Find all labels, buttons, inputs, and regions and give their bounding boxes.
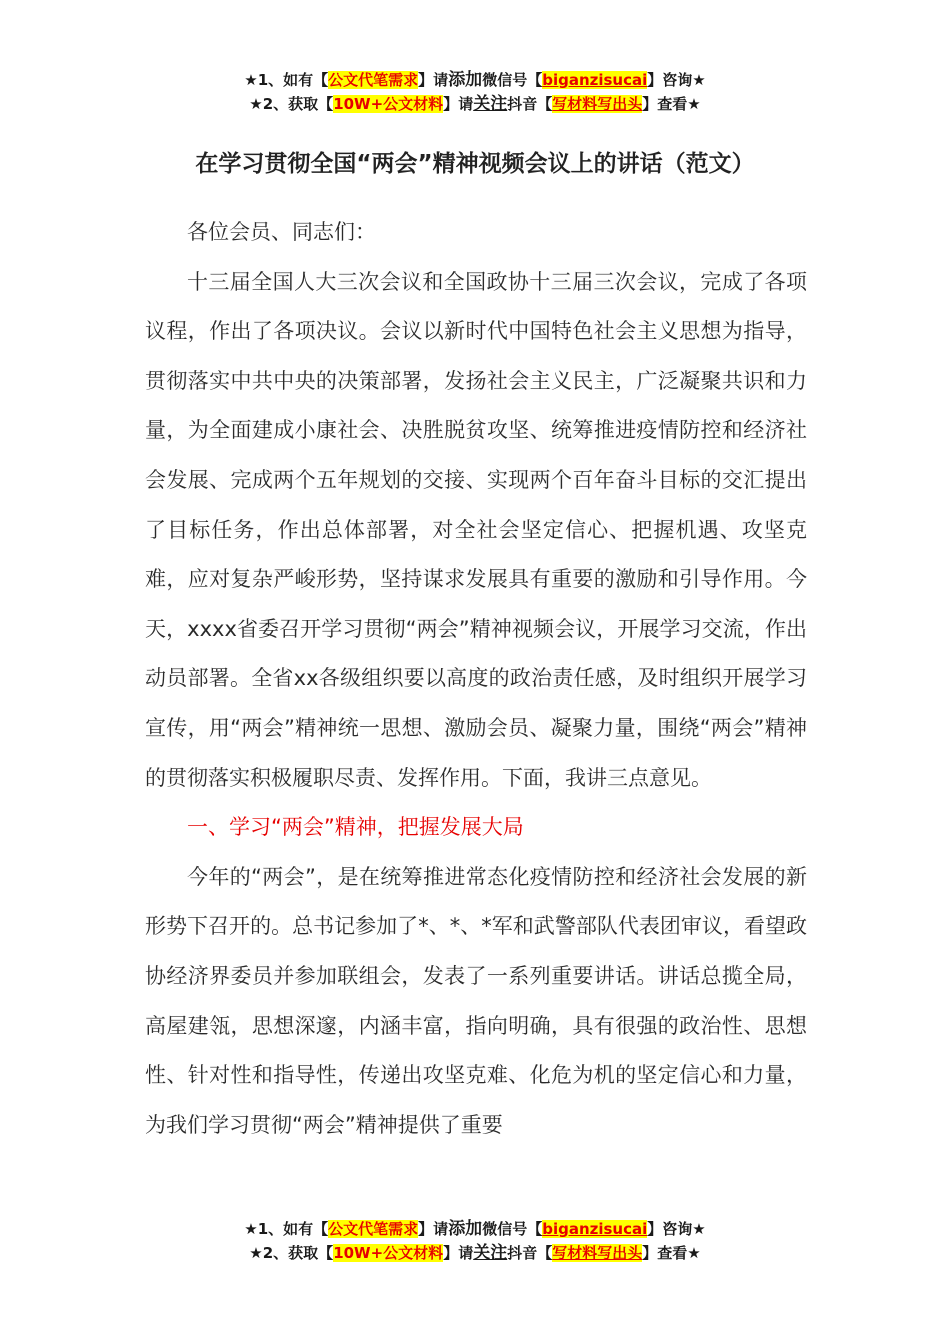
- header-banner: [0, 68, 950, 116]
- banner-line-2: [0, 1241, 950, 1265]
- intro-paragraph: 十三届全国人大三次会议和全国政协十三届三次会议，完成了各项议程，作出了各项决议。会议以新时代中国特色社会主义思想为指导，贯彻落实中共中央的决策部署，发扬社会主义民主，广泛凝聚共识和力量，为全面建成小康社会、决胜脱贫攻坚、统筹推进疫情防控和经济社会发展、完成两个五年规划的交接、实现两个百年奋斗目标的交汇提出了目标任务，作出总体部署，对全社会坚定信心、把握机遇、攻坚克难，应对复杂严峻形势，坚持谋求发展具有重要的激励和引导作用。今天，xxxx省委召开学习贯彻“两会”精神视频会议，开展学习交流，作出动员部署。全省xx各级组织要以高度的政治责任感，及时组织开展学习宣传，用“两会”精神统一思想、激励会员、凝聚力量，围绕“两会”精神的贯彻落实积极履职尽责、发挥作用。下面，我讲三点意见。: [145, 269, 807, 790]
- footer-banner: [0, 1217, 950, 1265]
- service-highlight: 公文代笔需求: [328, 1220, 419, 1238]
- materials-highlight: 10W+公文材料: [333, 95, 444, 113]
- banner-text: 抖音【: [507, 1244, 553, 1262]
- banner-text: 微信号【: [482, 1220, 543, 1238]
- wechat-id-link[interactable]: biganzisucai: [542, 71, 648, 89]
- section-heading: 一、学习“两会”精神，把握发展大局: [187, 815, 524, 840]
- service-highlight: 公文代笔需求: [328, 71, 419, 89]
- banner-line-1: [0, 68, 950, 92]
- douyin-account-link[interactable]: 写材料写出头: [552, 1244, 643, 1262]
- banner-line-1: [0, 1217, 950, 1241]
- banner-text: 】请: [418, 1220, 449, 1238]
- banner-suffix: 】查看★: [642, 1244, 701, 1262]
- materials-highlight: 10W+公文材料: [333, 1244, 444, 1262]
- banner-text: 】请: [443, 95, 474, 113]
- banner-emphasis: 关注: [473, 94, 508, 114]
- banner-suffix: 】查看★: [642, 95, 701, 113]
- salutation: 各位会员、同志们：: [187, 220, 376, 244]
- banner-prefix: ★1、如有【: [244, 71, 329, 89]
- banner-text: 】请: [418, 71, 449, 89]
- banner-prefix: ★2、获取【: [249, 95, 334, 113]
- document-body: [145, 208, 807, 1150]
- banner-emphasis: 添加: [448, 1219, 483, 1239]
- banner-text: 抖音【: [507, 95, 553, 113]
- banner-line-2: [0, 92, 950, 116]
- banner-prefix: ★2、获取【: [249, 1244, 334, 1262]
- section-paragraph: 今年的“两会”，是在统筹推进常态化疫情防控和经济社会发展的新形势下召开的。总书记参加了*、*、*军和武警部队代表团审议，看望政协经济界委员并参加联组会，发表了一系列重要讲话。讲话总揽全局，高屋建瓴，思想深邃，内涵丰富，指向明确，具有很强的政治性、思想性、针对性和指导性，传递出攻坚克难、化危为机的坚定信心和力量，为我们学习贯彻“两会”精神提供了重要: [145, 864, 807, 1137]
- banner-emphasis: 添加: [448, 70, 483, 90]
- banner-text: 】请: [443, 1244, 474, 1262]
- banner-suffix: 】咨询★: [647, 1220, 706, 1238]
- document-title: 在学习贯彻全国“两会”精神视频会议上的讲话（范文）: [195, 151, 755, 177]
- banner-text: 微信号【: [482, 71, 543, 89]
- banner-emphasis: 关注: [473, 1243, 508, 1263]
- banner-prefix: ★1、如有【: [244, 1220, 329, 1238]
- douyin-account-link[interactable]: 写材料写出头: [552, 95, 643, 113]
- wechat-id-link[interactable]: biganzisucai: [542, 1220, 648, 1238]
- banner-suffix: 】咨询★: [647, 71, 706, 89]
